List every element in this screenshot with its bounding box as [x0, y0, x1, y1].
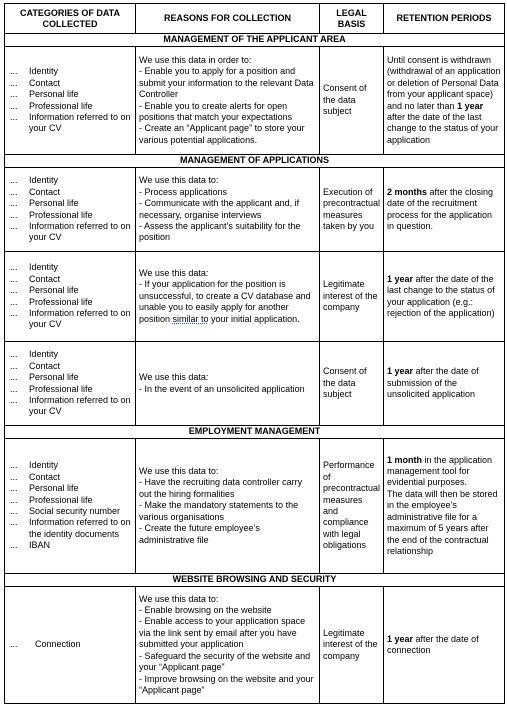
- legal-basis-cell: Execution of precontractual measures taken by you: [320, 168, 384, 252]
- category-item: [8, 495, 132, 506]
- categories-cell: [5, 47, 136, 155]
- section-title-employment: EMPLOYMENT MANAGEMENT: [5, 426, 505, 439]
- category-label: Information referred to on your CV: [29, 220, 131, 243]
- retention-period: 1 year: [387, 633, 414, 644]
- category-list: [8, 175, 132, 243]
- category-label: IBAN: [29, 540, 51, 551]
- reasons-list: [139, 372, 316, 395]
- bullet-dots: ...: [10, 307, 18, 318]
- category-item: [8, 89, 132, 100]
- category-label: Professional life: [29, 383, 93, 394]
- bullet-dots: ...: [10, 639, 18, 650]
- category-item: [8, 66, 132, 77]
- header-legal-basis: LEGAL BASIS: [320, 4, 384, 34]
- section-title-applications: MANAGEMENT OF APPLICATIONS: [5, 155, 505, 168]
- bullet-dots: ...: [10, 494, 18, 505]
- bullet-dots: ...: [10, 349, 18, 360]
- bullet-dots: ...: [10, 66, 18, 77]
- category-item: [8, 349, 132, 360]
- reason-line: - Communicate with the applicant and, if necessary, organise interviews: [139, 198, 300, 220]
- reason-line: - Create an “Applicant page” to store your various potential applications.: [139, 123, 305, 145]
- bullet-dots: ...: [10, 220, 18, 231]
- category-item: [8, 395, 132, 418]
- bullet-dots: ...: [10, 540, 18, 551]
- reasons-cell: [136, 168, 320, 252]
- bullet-dots: ...: [10, 198, 18, 209]
- category-label: Information referred to on the identity documents: [29, 517, 131, 539]
- reason-line: We use this data to:: [139, 593, 219, 604]
- section-row: [5, 574, 505, 587]
- legal-basis-cell: Consent of the data subject: [320, 342, 384, 426]
- category-item: [8, 101, 132, 112]
- category-label: Contact: [29, 360, 61, 371]
- category-item: [8, 372, 132, 383]
- legal-basis-cell: Performance of precontractual measures and compliance with legal obligations: [320, 439, 384, 574]
- retention-text: after the date of connection: [387, 633, 479, 655]
- reason-line: - Assess the applicant’s suitability for the position: [139, 220, 301, 243]
- retention-cell: [384, 168, 505, 252]
- category-item: [8, 78, 132, 89]
- bullet-dots: ...: [10, 460, 18, 471]
- bullet-dots: ...: [10, 285, 18, 296]
- reason-line: - Make the mandatory statements to the various organisations: [139, 500, 299, 522]
- retention-cell: [384, 342, 505, 426]
- table-row: [5, 587, 505, 704]
- reason-line: [139, 279, 311, 323]
- reason-line: - Enable browsing on the website: [139, 605, 272, 616]
- bullet-dots: ...: [10, 394, 18, 405]
- categories-cell: [5, 439, 136, 574]
- category-label: Personal life: [29, 285, 79, 296]
- category-list: [8, 349, 132, 417]
- category-label: Personal life: [29, 372, 79, 383]
- category-label: Connection: [35, 639, 81, 650]
- legal-basis-cell: Consent of the data subject: [320, 47, 384, 155]
- category-label: Identity: [29, 66, 59, 77]
- category-item: [8, 175, 132, 186]
- retention-text: The data will then be stored in the employee’s administrative file for a maximum of 5 years after the end of the contractual relationship: [387, 488, 498, 556]
- categories-cell: [5, 252, 136, 342]
- retention-cell: [384, 47, 505, 155]
- reason-text: - If your application for the position is unsuccessful, to create a CV database and unable you to easily apply for another position: [139, 279, 311, 324]
- category-item: [8, 460, 132, 471]
- category-list: [8, 460, 132, 551]
- category-label: Social security number: [29, 506, 121, 516]
- bullet-dots: ...: [10, 360, 18, 371]
- table-row: [5, 168, 505, 252]
- section-title-website: WEBSITE BROWSING AND SECURITY: [5, 574, 505, 587]
- bullet-dots: ...: [10, 273, 18, 284]
- reason-text: your initial application.: [208, 313, 300, 324]
- category-label: Personal life: [29, 89, 79, 100]
- category-label: Information referred to on your CV: [29, 394, 131, 417]
- reasons-list: [139, 55, 316, 146]
- category-item: [8, 472, 132, 483]
- bullet-dots: ...: [10, 111, 18, 122]
- reasons-list: [139, 175, 316, 243]
- category-label: Personal life: [29, 483, 79, 494]
- reasons-cell: [136, 47, 320, 155]
- data-processing-table: [4, 3, 505, 704]
- table-row: [5, 342, 505, 426]
- bullet-dots: ...: [10, 506, 18, 516]
- header-categories: CATEGORIES OF DATA COLLECTED: [5, 4, 136, 34]
- category-label: Contact: [29, 471, 61, 482]
- reasons-list: [139, 594, 316, 697]
- retention-text: after the closing date of the recruitment process for the application in question.: [387, 186, 494, 231]
- retention-text: in the application management tool for evidential purposes.: [387, 454, 493, 488]
- bullet-dots: ...: [10, 383, 18, 394]
- category-item: [8, 540, 132, 551]
- table-row: [5, 439, 505, 574]
- reason-line: We use this data:: [139, 267, 209, 278]
- section-row: [5, 426, 505, 439]
- reason-line: We use this data to:: [139, 175, 219, 186]
- reason-line: We use this data to:: [139, 466, 219, 477]
- category-label: Information referred to on your CV: [29, 111, 131, 134]
- category-item: [8, 361, 132, 372]
- section-row: [5, 34, 505, 47]
- header-reasons: REASONS FOR COLLECTION: [136, 4, 320, 34]
- bullet-dots: ...: [10, 77, 18, 88]
- category-item: [8, 308, 132, 331]
- category-list: [8, 639, 132, 650]
- category-list: [8, 66, 132, 134]
- category-label: Professional life: [29, 494, 93, 505]
- bullet-dots: ...: [10, 483, 18, 494]
- categories-cell: [5, 168, 136, 252]
- bullet-dots: ...: [10, 372, 18, 383]
- retention-period: 1 year: [387, 273, 414, 284]
- retention-text: after the date of the last change to the status of your application (e.g.: rejection of the application): [387, 273, 495, 318]
- category-item: [8, 285, 132, 296]
- category-item: [8, 262, 132, 273]
- reason-line: We use this data in order to:: [139, 54, 252, 65]
- category-label: Professional life: [29, 209, 93, 220]
- category-item: [8, 297, 132, 308]
- bullet-dots: ...: [10, 517, 18, 528]
- header-retention: RETENTION PERIODS: [384, 4, 505, 34]
- category-label: Contact: [29, 273, 61, 284]
- section-row: [5, 155, 505, 168]
- bullet-dots: ...: [10, 175, 18, 186]
- category-label: Professional life: [29, 296, 93, 307]
- bullet-dots: ...: [10, 186, 18, 197]
- table-row: [5, 252, 505, 342]
- category-label: Information referred to on your CV: [29, 307, 131, 330]
- reasons-cell: [136, 439, 320, 574]
- legal-basis-cell: Legitimate interest of the company: [320, 252, 384, 342]
- category-item: [8, 187, 132, 198]
- category-label: Contact: [29, 186, 61, 197]
- reasons-cell: [136, 587, 320, 704]
- retention-period: 1 month: [387, 454, 422, 465]
- bullet-dots: ...: [10, 262, 18, 273]
- category-item: [8, 639, 132, 650]
- retention-text: Until consent is withdrawn (withdrawal of an application or deletion of Personal Data from your applicant space) and no later than: [387, 54, 501, 111]
- category-label: Contact: [29, 77, 61, 88]
- category-list: [8, 262, 132, 330]
- category-label: Professional life: [29, 100, 93, 111]
- category-item: [8, 274, 132, 285]
- reason-line: - Improve browsing on the website and your “Applicant page”: [139, 673, 314, 695]
- retention-cell: [384, 439, 505, 574]
- reason-line: We use this data:: [139, 372, 209, 383]
- reason-line: - Enable you to create alerts for open positions that match your expectations: [139, 100, 293, 122]
- reason-line: - Have the recruiting data controller carry out the hiring formalities: [139, 477, 303, 499]
- reason-line: - Process applications: [139, 186, 228, 197]
- category-item: [8, 506, 132, 517]
- bullet-dots: ...: [10, 296, 18, 307]
- reasons-cell: [136, 342, 320, 426]
- retention-period: 1 year: [457, 100, 484, 111]
- categories-cell: [5, 342, 136, 426]
- category-item: [8, 517, 132, 540]
- reasons-cell: [136, 252, 320, 342]
- header-row: [5, 4, 505, 34]
- legal-basis-cell: Legitimate interest of the company: [320, 587, 384, 704]
- reason-line: - Enable you to apply for a position and submit your information to the relevant Data Controller: [139, 66, 314, 100]
- reason-line: - Create the future employee’s administrative file: [139, 523, 260, 545]
- category-label: Identity: [29, 349, 59, 360]
- category-item: [8, 384, 132, 395]
- reason-line: - Enable access to your application space via the link sent by email after you have submitted your application: [139, 616, 306, 650]
- retention-period: 1 year: [387, 366, 414, 377]
- category-item: [8, 210, 132, 221]
- category-item: [8, 221, 132, 244]
- retention-text: after the date of submission of the unsolicited application: [387, 366, 479, 400]
- retention-cell: [384, 587, 505, 704]
- retention-cell: [384, 252, 505, 342]
- retention-text: after the date of the last change to the status of your application: [387, 111, 499, 145]
- reason-text-underlined: similar to: [172, 313, 209, 324]
- category-label: Identity: [29, 175, 59, 186]
- bullet-dots: ...: [10, 100, 18, 111]
- category-item: [8, 112, 132, 135]
- reason-line: - In the event of an unsolicited application: [139, 383, 305, 394]
- reason-line: - Safeguard the security of the website and your “Applicant page”: [139, 650, 311, 673]
- bullet-dots: ...: [10, 209, 18, 220]
- retention-period: 2 months: [387, 186, 428, 197]
- bullet-dots: ...: [10, 89, 18, 100]
- category-item: [8, 198, 132, 209]
- category-label: Identity: [29, 460, 59, 471]
- category-label: Personal life: [29, 198, 79, 209]
- category-label: Identity: [29, 262, 59, 273]
- section-title-applicant-area: MANAGEMENT OF THE APPLICANT AREA: [5, 34, 505, 47]
- table-row: [5, 47, 505, 155]
- category-item: [8, 483, 132, 494]
- reasons-list: [139, 466, 316, 546]
- bullet-dots: ...: [10, 471, 18, 482]
- categories-cell: [5, 587, 136, 704]
